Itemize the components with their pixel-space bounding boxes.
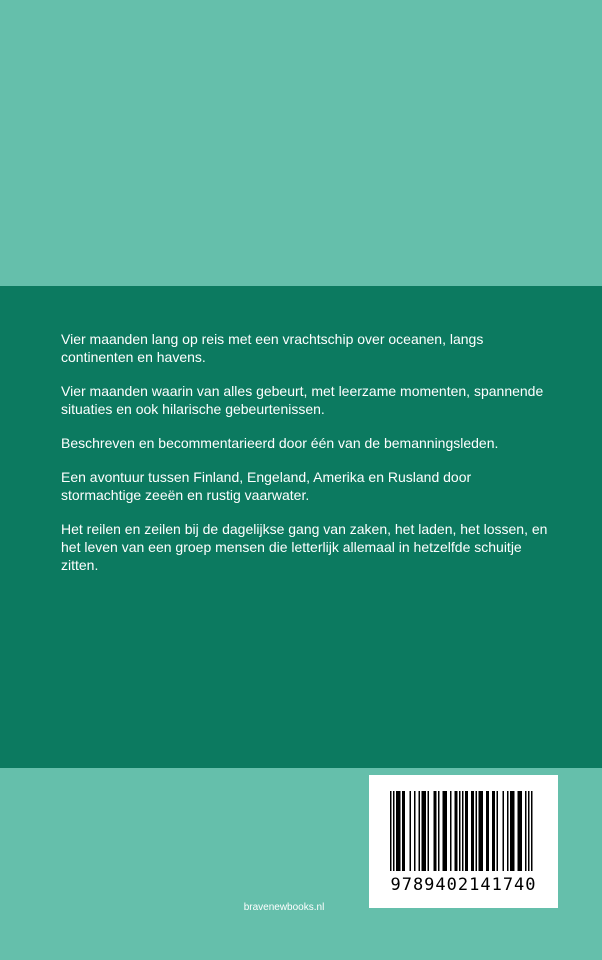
barcode-bar bbox=[393, 791, 395, 871]
top-color-band bbox=[0, 0, 602, 286]
barcode-bar bbox=[396, 791, 398, 871]
barcode-bar bbox=[414, 791, 416, 871]
barcode-bar bbox=[503, 791, 505, 871]
barcode-bar bbox=[465, 791, 467, 871]
barcode-bar bbox=[459, 791, 461, 871]
blurb-paragraph-5: Het reilen en zeilen bij de dagelijkse gang van zaken, het laden, het lossen, en het leven van een groep mensen die letterlijk allemaal in hetzelfde schuitje zitten. bbox=[61, 521, 548, 573]
barcode-bar bbox=[402, 791, 404, 871]
barcode-bar bbox=[518, 791, 520, 871]
barcode-bar bbox=[399, 791, 401, 871]
barcode-bar bbox=[521, 791, 523, 871]
barcode-bar bbox=[422, 791, 424, 871]
barcode-bar bbox=[443, 791, 445, 871]
barcode-bar bbox=[512, 791, 514, 871]
barcode-bar bbox=[513, 791, 515, 871]
barcode-bar bbox=[444, 791, 446, 871]
barcode-bar bbox=[467, 791, 469, 871]
isbn-number: 9789402141740 bbox=[390, 875, 537, 895]
barcode-bar bbox=[494, 791, 496, 871]
barcode-bar bbox=[476, 791, 478, 871]
barcode-bar bbox=[519, 791, 521, 871]
publisher-url: bravenewbooks.nl bbox=[243, 902, 325, 913]
blurb-paragraph-2: Vier maanden waarin van alles gebeurt, met leerzame momenten, spannende situaties en ook hilarische gebeurtenissen. bbox=[61, 383, 544, 417]
barcode-bar bbox=[471, 791, 473, 871]
barcode-bar bbox=[404, 791, 406, 871]
barcode-bar bbox=[507, 791, 509, 871]
barcode-bar bbox=[482, 791, 484, 871]
barcode-bar bbox=[434, 791, 436, 871]
blurb-paragraph-4: Een avontuur tussen Finland, Engeland, Amerika en Rusland door stormachtige zeeën en rustig vaarwater. bbox=[61, 469, 472, 503]
barcode-bar bbox=[486, 791, 488, 871]
barcode-bar bbox=[410, 791, 412, 871]
barcode-bar bbox=[446, 791, 448, 871]
barcode-bar bbox=[398, 791, 400, 871]
barcode-bar bbox=[455, 791, 457, 871]
barcode-bar bbox=[480, 791, 482, 871]
barcode-bar bbox=[419, 791, 421, 871]
barcode-bar bbox=[425, 791, 427, 871]
barcode-bar bbox=[525, 791, 527, 871]
back-cover-blurb bbox=[61, 330, 551, 590]
barcode-bar bbox=[488, 791, 490, 871]
barcode-bar bbox=[492, 791, 494, 871]
barcode-bar bbox=[462, 791, 464, 871]
barcode-bar bbox=[428, 791, 430, 871]
barcode-bar bbox=[390, 791, 392, 871]
blurb-paragraph-3: Beschreven en becommentarieerd door één van de bemanningsleden. bbox=[61, 435, 499, 451]
barcode-bar bbox=[531, 791, 533, 871]
barcode-bar bbox=[450, 791, 452, 871]
barcode-bar bbox=[479, 791, 481, 871]
barcode-bar bbox=[423, 791, 425, 871]
barcode-bar bbox=[438, 791, 440, 871]
barcode-bar bbox=[456, 791, 458, 871]
isbn-barcode bbox=[369, 775, 558, 908]
blurb-paragraph-1: Vier maanden lang op reis met een vrachtschip over oceanen, langs continenten en havens. bbox=[61, 331, 484, 365]
barcode-bar bbox=[528, 791, 530, 871]
barcode-bar bbox=[510, 791, 512, 871]
barcode-bar bbox=[497, 791, 499, 871]
barcode-bar bbox=[435, 791, 437, 871]
barcode-bar bbox=[473, 791, 475, 871]
